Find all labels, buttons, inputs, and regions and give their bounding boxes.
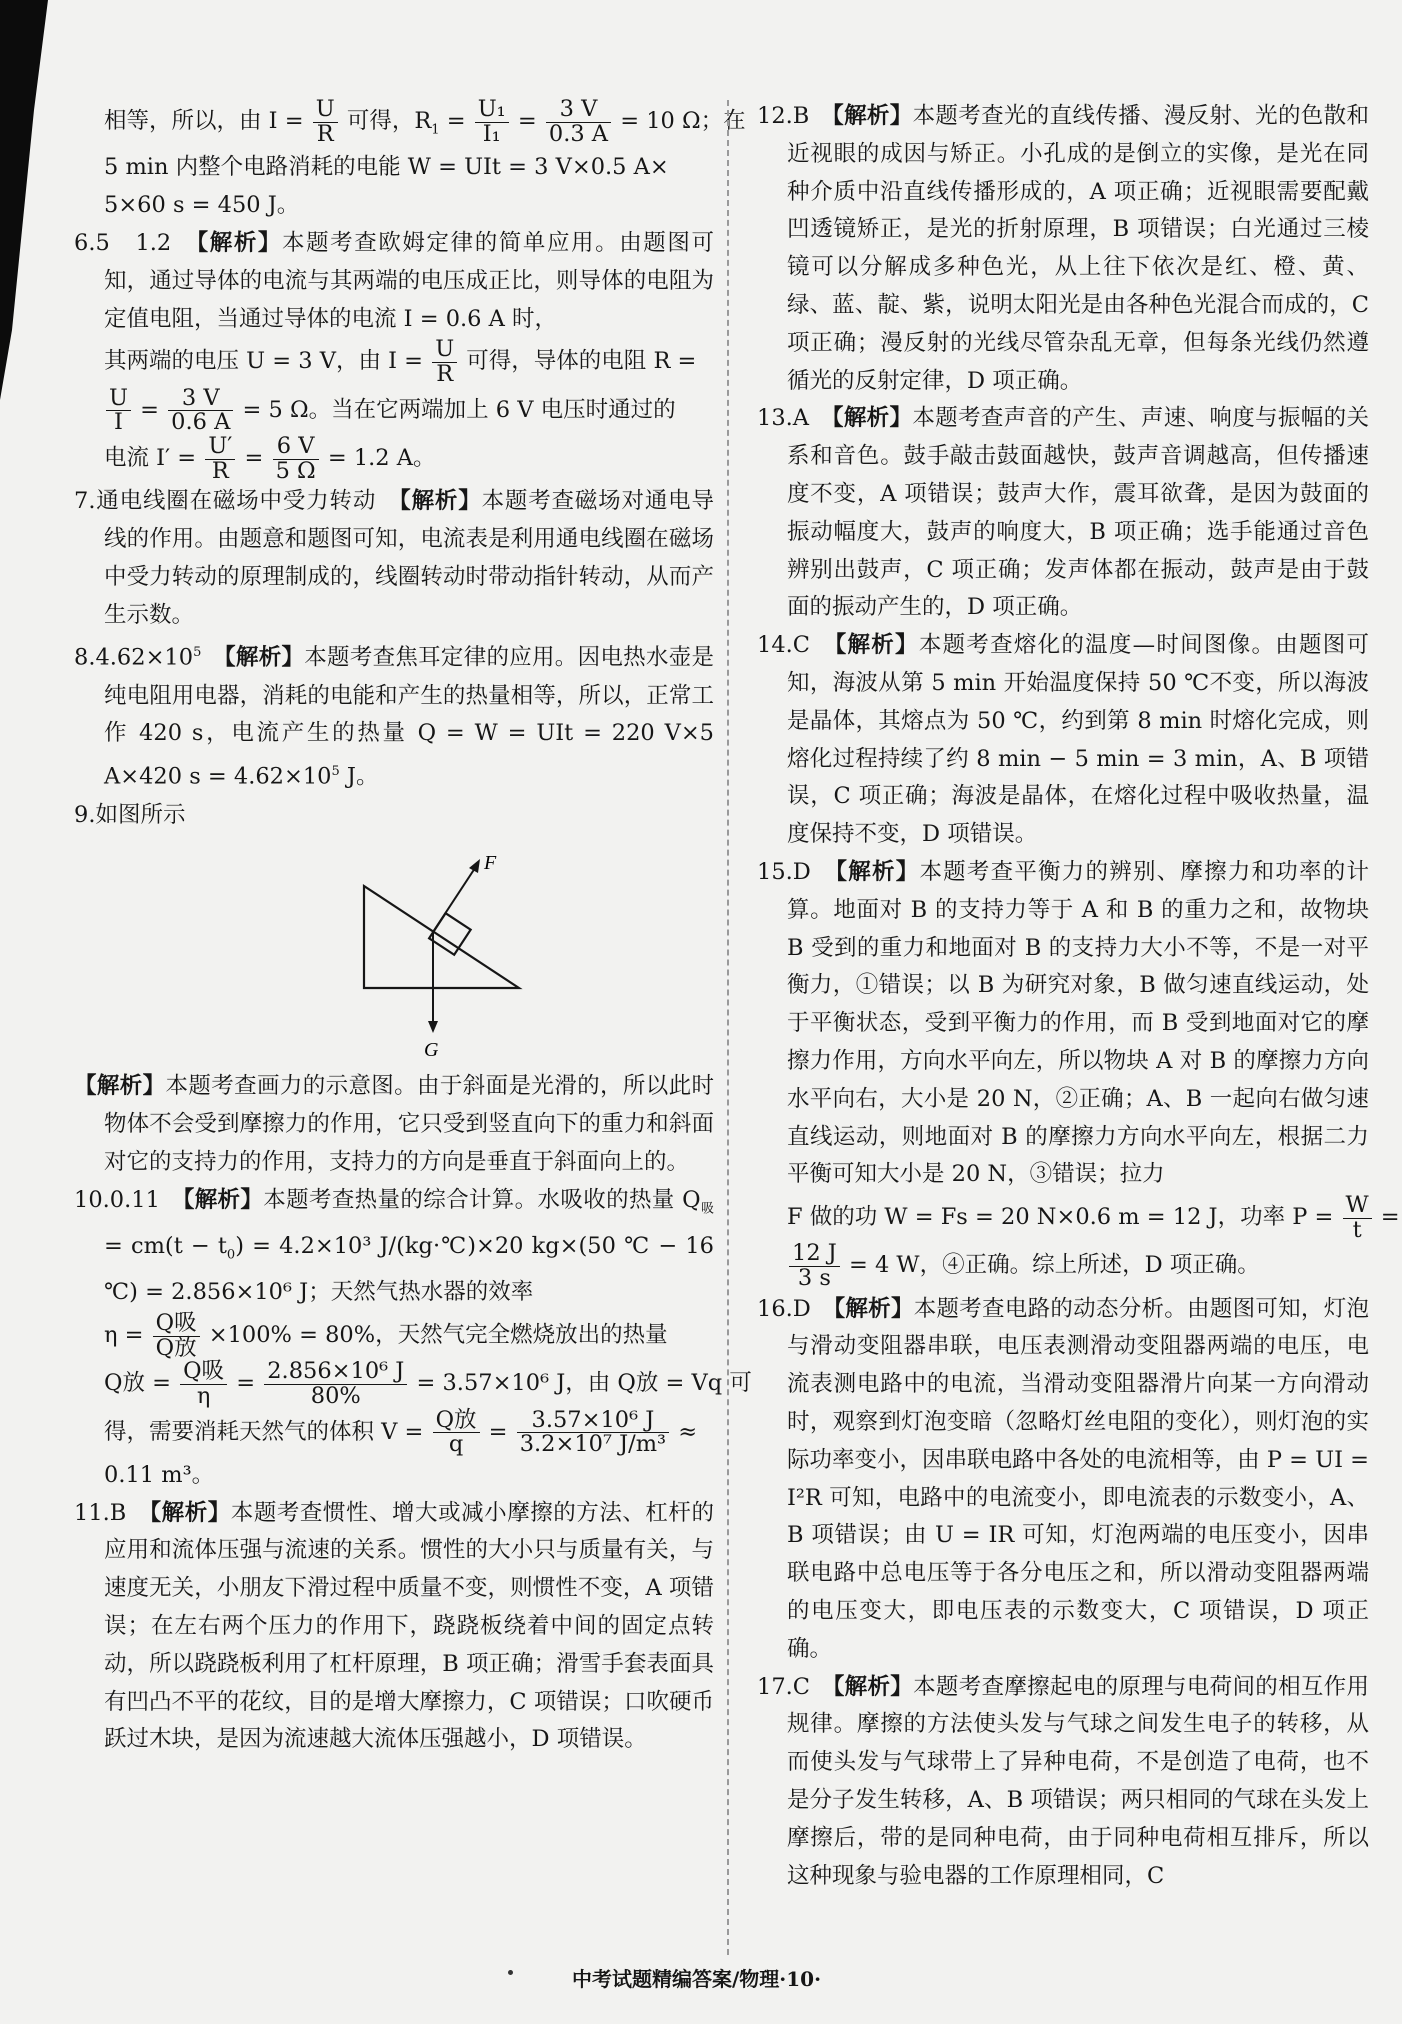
q5-continued: 相等，所以，由 I = $\frac{U}{R}$ 可得，$R_1$ = $\frac{\text{U₁}}{\text{I₁}}$ = $\frac{3 V}{0.3 A}$ = 10 Ω；在: [104, 96, 746, 147]
incline-triangle: [364, 886, 519, 988]
right-column: [757, 98, 1400, 1895]
q6-equation-2: $\frac{U}{I}$ = $\frac{3 V}{0.6 A}$ = 5 Ω。当在它两端加上 6 V 电压时通过的: [74, 387, 714, 435]
q5-energy-result: 5×60 s = 450 J。: [104, 192, 300, 219]
label-F: F: [484, 852, 497, 875]
page-footer: 中考试题精编答案/物理·10·: [572, 1967, 822, 1991]
q10-efficiency: η = $\frac{\text{Q吸}}{\text{Q放}}$ ×100% = 80%，天然气完全燃烧放出的热量: [104, 1310, 668, 1361]
answer-q13: 13.A 【解析】本题考查声音的产生、声速、响度与振幅的关系和音色。鼓手敲击鼓面越快，鼓声音调越高，但传播速度不变，A 项错误；鼓声大作，震耳欲聋，是因为鼓面的振动幅度大，鼓声的响度大，B 项正确；选手能通过音色辨别出鼓声，C 项正确；发声体都在振动，鼓声是由于鼓面的振动产生的，D 项正确。: [757, 405, 1369, 621]
q10-volume: 得，需要消耗天然气的体积 V = $\frac{\text{Q放}}{q}$ = $\frac{\text{3.57×10⁶ J}}{\text{3.2×10⁷ J/m³}}$ ≈: [104, 1406, 698, 1458]
label-G: G: [424, 1039, 439, 1062]
text: 相等，所以，由 I =: [104, 108, 311, 135]
support-force-arrow: [433, 865, 477, 932]
q5-energy: 5 min 内整个电路消耗的电能 W = UIt = 3 V×0.5 A×: [104, 154, 669, 181]
incline-force-diagram: [74, 836, 714, 1064]
text: 可得，R: [339, 108, 432, 135]
column-divider: [727, 100, 729, 1955]
answer-q15: 15.D 【解析】本题考查平衡力的辨别、摩擦力和功率的计算。地面对 B 的支持力等于 A 和 B 的重力之和，故物块 B 受到的重力和地面对 B 的支持力大小不等，不是一对平衡力，①错误；以 B 为研究对象，B 做匀速直线运动，处于平衡状态，受到平衡力的作用，而 B 受到地面对它的摩擦力作用，方向水平向左，所以物块 A 对 B 的摩擦力方向水平向右，大小是 20 N，②正确；A、B 一起向右做匀速直线运动，则地面对 B 的摩擦力方向水平向左，根据二力平衡可知大小是 20 N，③错误；拉力: [757, 858, 1369, 1188]
q6-equation-3: 电流 I′ = $\frac{U'}{R}$ = $\frac{6 V}{5 \Omega}$ = 1.2 A。: [104, 432, 436, 484]
answer-q8: $8.4.62\times 10^5$ 【解析】本题考查焦耳定律的应用。因电热水壶是纯电阻用电器，消耗的电能和产生的热量相等，所以，正常工作 420 s，电流产生的热量 Q = W = UIt = 220 V×5 A×420 $s = 4.62\times 10^5$ J。: [74, 644, 714, 790]
q15-power: F 做的功 W = Fs = 20 N×0.6 m = 12 J，功率 P = $\frac{W}{t}$ =: [787, 1192, 1400, 1243]
footer-dot: [508, 1970, 513, 1975]
answer-q9: 9.如图所示: [74, 801, 186, 828]
answer-q10: 10.0.11 【解析】本题考查热量的综合计算。水吸收的热量 $Q_吸 = cm(t - t_0) = 4.2\times 10^3$ J/(kg·℃)×20 kg×(50 ℃ − 16 ℃) = 2.856×10⁶ J；天然气热水器的效率: [74, 1186, 714, 1306]
answer-q11: 11.B 【解析】本题考查惯性、增大或减小摩擦的方法、杠杆的应用和流体压强与流速的关系。惯性的大小只与质量有关，与速度无关，小朋友下滑过程中质量不变，则惯性不变，A 项错误；在左右两个压力的作用下，跷跷板绕着中间的固定点转动，所以跷跷板利用了杠杆原理，B 项正确；滑雪手套表面具有凹凸不平的花纹，目的是增大摩擦力，C 项错误；口吹硬币跃过木块，是因为流速越大流体压强越小，D 项错误。: [74, 1499, 714, 1753]
fraction-3v-over-03a: $\frac{3 V}{0.3 A}$: [546, 98, 611, 146]
answer-q12: 12.B 【解析】本题考查光的直线传播、漫反射、光的色散和近视眼的成因与矫正。小孔成的是倒立的实像，是光在同种介质中沿直线传播形成的，A 项正确；近视眼需要配戴凹透镜矫正，是光的折射原理，B 项错误；白光通过三棱镜可以分解成多种色光，从上往下依次是红、橙、黄、绿、蓝、靛、紫，说明太阳光是由各种色光混合而成的，C 项正确；漫反射的光线尽管杂乱无章，但每条光线仍然遵循光的反射定律，D 项正确。: [757, 103, 1369, 394]
answer-q17: 17.C 【解析】本题考查摩擦起电的原理与电荷间的相互作用规律。摩擦的方法使头发与气球之间发生电子的转移，从而使头发与气球带上了异种电荷，不是创造了电荷，也不是分子发生转移，A、B 项错误；两只相同的气球在头发上摩擦后，带的是同种电荷，由于同种电荷相互排斥，所以这种现象与验电器的工作原理相同，C: [757, 1673, 1369, 1889]
q15-power-result: $\frac{12 J}{3 s}$ = 4 W，④正确。综上所述，D 项正确。: [757, 1242, 1369, 1290]
q10-result: 0.11 m³。: [104, 1461, 215, 1488]
left-column: [74, 96, 752, 1759]
answer-q16: 16.D 【解析】本题考查电路的动态分析。由题图可知，灯泡与滑动变阻器串联，电压表测滑动变阻器两端的电压，电流表测电路中的电流，当滑动变阻器滑片向某一方向滑动时，观察到灯泡变暗（忽略灯丝电阻的变化），则灯泡的实际功率变小，因串联电路中各处的电流相等，由 P = UI = I²R 可知，电路中的电流变小，即电流表的示数变小，A、B 项错误；由 U = IR 可知，灯泡两端的电压变小，因串联电路中总电压等于各分电压之和，所以滑动变阻器两端的电压变大，即电压表的示数变大，C 项错误，D 项正确。: [757, 1295, 1369, 1662]
q10-heat: Q放 = $\frac{\text{Q吸}}{\eta}$ = $\frac{\text{2.856×10⁶ J}}{80\%}$ = 3.57×10⁶ J，由 Q放 = Vq 可: [104, 1358, 752, 1409]
fraction-u1-over-i1: $\frac{\text{U₁}}{\text{I₁}}$: [475, 98, 509, 146]
fraction-u-over-r: $\frac{U}{R}$: [313, 98, 338, 146]
q6-equation-1: 其两端的电压 U = 3 V，由 I = $\frac{U}{R}$ 可得，导体的电阻 R =: [104, 336, 697, 388]
answer-q6: 6.5 1.2 【解析】本题考查欧姆定律的简单应用。由题图可知，通过导体的电流与其两端的电压成正比，则导体的电阻为定值电阻，当通过导体的电流 I = 0.6 A 时，: [74, 230, 714, 332]
answer-q14: 14.C 【解析】本题考查熔化的温度—时间图像。由题图可知，海波从第 5 min 开始温度保持 50 ℃不变，所以海波是晶体，其熔点为 50 ℃，约到第 8 min 时熔化完成，则熔化过程持续了约 8 min − 5 min = 3 min，A、B 项错误，C 项正确；海波是晶体，在熔化过程中吸收热量，温度保持不变，D 项错误。: [757, 632, 1369, 848]
answer-q7: 7.通电线圈在磁场中受力转动 【解析】本题考查磁场对通电导线的作用。由题意和题图可知，电流表是利用通电线圈在磁场中受力转动的原理制成的，线圈转动时带动指针转动，从而产生示数。: [74, 488, 714, 628]
q9-explanation: 【解析】本题考查画力的示意图。由于斜面是光滑的，所以此时物体不会受到摩擦力的作用，它只受到竖直向下的重力和斜面对它的支持力的作用，支持力的方向是垂直于斜面向上的。: [74, 1073, 714, 1175]
